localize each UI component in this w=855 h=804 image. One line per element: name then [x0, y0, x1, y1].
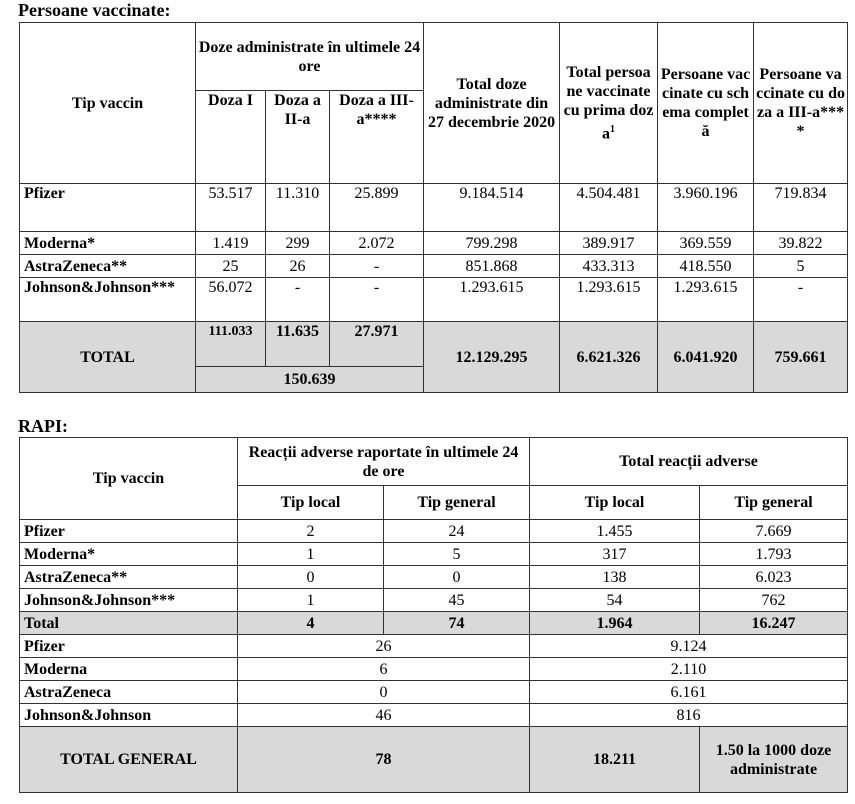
col-general-24h: Tip general [384, 486, 530, 520]
table-row: Johnson&Johnson*** 1 45 54 762 [20, 589, 848, 612]
col-local-total: Tip local [530, 486, 700, 520]
total-label: TOTAL [20, 322, 196, 393]
rapi-table [19, 437, 848, 793]
table-row: Pfizer 53.517 11.310 25.899 9.184.514 4.504.481 3.960.196 719.834 [20, 184, 848, 232]
rate-per-1000: 1.50 la 1000 doze administrate [700, 727, 848, 793]
col-total-reactii: Total reacții adverse [530, 438, 848, 486]
total-row: Total 4 74 1.964 16.247 [20, 612, 848, 635]
vaccinated-table [19, 22, 848, 393]
vaccinated-section-title: Persoane vaccinate: [18, 0, 171, 20]
col-doza1: Doza I [196, 91, 266, 184]
grand-total-row: TOTAL GENERAL 78 18.211 1.50 la 1000 doze administrate [20, 727, 848, 793]
col-tip-vaccin: Tip vaccin [20, 438, 238, 520]
col-prima-doza: Total persoane vaccinate cu prima doza$^1$ [560, 23, 658, 184]
col-general-total: Tip general [700, 486, 848, 520]
summary-row: Johnson&Johnson 46 816 [20, 704, 848, 727]
table-row: Johnson&Johnson*** 56.072 - - 1.293.615 1.293.615 1.293.615 - [20, 278, 848, 322]
col-doza3-total: Persoane vaccinate cu doza a III-a**** [754, 23, 848, 184]
summary-row: Moderna 6 2.110 [20, 658, 848, 681]
total-24h-sum: 150.639 [196, 367, 424, 393]
table-row: Moderna* 1 5 317 1.793 [20, 543, 848, 566]
table-row: AstraZeneca** 0 0 138 6.023 [20, 566, 848, 589]
summary-row: AstraZeneca 0 6.161 [20, 681, 848, 704]
col-local-24h: Tip local [238, 486, 384, 520]
table-row: AstraZeneca** 25 26 - 851.868 433.313 418.550 5 [20, 255, 848, 278]
total-row: TOTAL 111.033 11.635 27.971 12.129.295 6.621.326 6.041.920 759.661 [20, 322, 848, 367]
table-row: Pfizer 2 24 1.455 7.669 [20, 520, 848, 543]
table-row: Moderna* 1.419 299 2.072 799.298 389.917 369.559 39.822 [20, 232, 848, 255]
col-reactii-24h: Reacții adverse raportate în ultimele 24 de ore [238, 438, 530, 486]
rapi-section-title: RAPI: [18, 416, 68, 436]
col-total-doze: Total doze administrate din 27 decembrie 2020 [424, 23, 560, 184]
col-doze-24h: Doze administrate în ultimele 24 ore [196, 23, 424, 91]
col-tip-vaccin: Tip vaccin [20, 23, 196, 184]
col-schema-completa: Persoane vaccinate cu schema completă [658, 23, 754, 184]
col-doza2: Doza a II-a [266, 91, 330, 184]
summary-row: Pfizer 26 9.124 [20, 635, 848, 658]
col-doza3: Doza a III-a**** [330, 91, 424, 184]
grand-total-label: TOTAL GENERAL [20, 727, 238, 793]
